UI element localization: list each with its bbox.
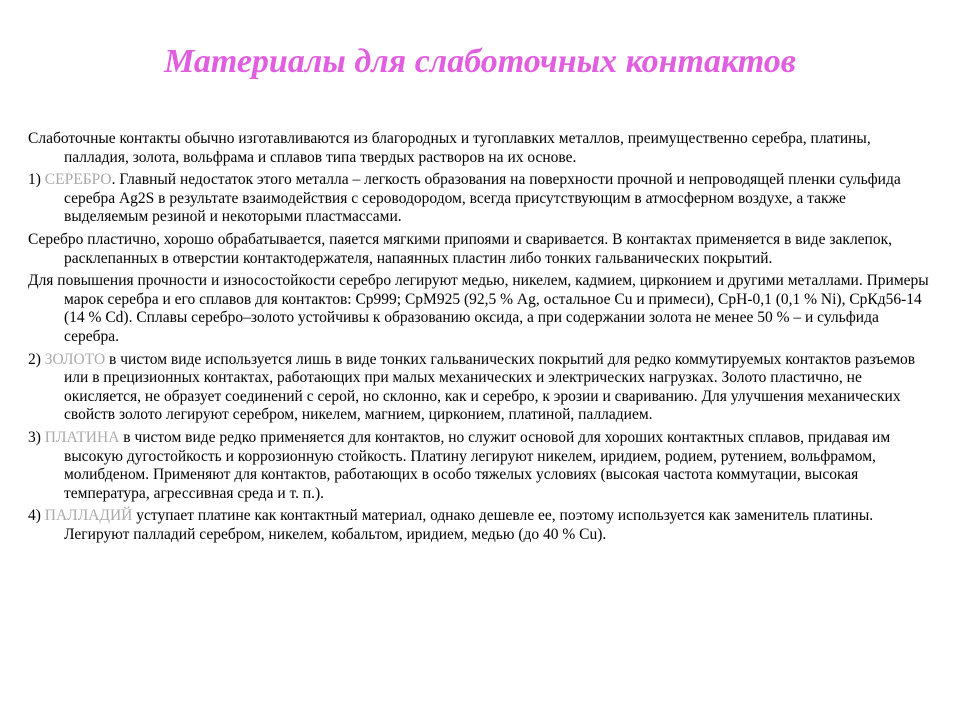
paragraph-text: Серебро пластично, хорошо обрабатывается, паяется мягкими припоями и сваривается. В контактах применяется в виде заклепок, расклепанных в отверстии контактодержателя, напаянных пластин либо тонких гальванических покрытий.	[28, 230, 893, 267]
paragraph-text: Слаботочные контакты обычно изготавливаются из благородных и тугоплавких металлов, преимущественно серебра, платины, палладия, золота, вольфрама и сплавов типа твердых растворов на их основе.	[28, 130, 871, 166]
list-number: 2)	[28, 350, 45, 368]
paragraph-silver-alloys	[28, 272, 933, 346]
list-number: 3)	[28, 428, 45, 446]
paragraph-palladium	[28, 507, 933, 544]
paragraph-gold	[28, 351, 933, 425]
paragraph-text: Для повышения прочности и износостойкости серебро легируют медью, никелем, кадмием, цирконием и другими металлами. Примеры марок серебра и его сплавов для контактов: Ср999; СрМ925 (92,5 % Ag, остальное Cu и примеси), СрН-0,1 (0,1 % Ni), СрКд56-14 (14 % Cd). Сплавы серебро–золото устойчивы к образованию оксида, а при содержании золота не менее 50 % – и сульфида серебра.	[28, 272, 929, 345]
paragraph-intro	[28, 130, 933, 167]
list-number: 1)	[28, 171, 45, 189]
paragraph-text: в чистом виде редко применяется для контактов, но служит основой для хороших контактных сплавов, придавая им высокую дугостойкость и коррозионную стойкость. Платину легируют никелем, иридием, родием, рутением, вольфрамом, молибденом. Применяют для контактов, работающих в особо тяжелых условиях (высокая частота коммутации, высокая температура, агрессивная среда и т. п.).	[64, 428, 891, 502]
metal-name-platinum: ПЛАТИНА	[44, 428, 120, 446]
paragraph-text: уступает платине как контактный материал, однако дешевле ее, поэтому используется как заменитель платины. Легируют палладий серебром, никелем, кобальтом, иридием, медью (до 40 % Cu).	[64, 507, 874, 543]
slide-body	[28, 130, 933, 548]
slide-title: Материалы для слаботочных контактов	[164, 43, 796, 80]
metal-name-silver: СЕРЕБРО	[44, 171, 112, 189]
paragraph-text: . Главный недостаток этого металла – легкость образования на поверхности прочной и непроводящей пленки сульфида серебра Ag2S в результате взаимодействия с сероводородом, всегда присутствующим в атмосферном воздухе, а также выделяемым резиной и некоторыми пластмассами.	[64, 171, 901, 226]
paragraph-silver	[28, 171, 933, 227]
paragraph-platinum	[28, 429, 933, 503]
metal-name-gold: ЗОЛОТО	[44, 350, 106, 368]
metal-name-palladium: ПАЛЛАДИЙ	[44, 507, 133, 525]
paragraph-text: в чистом виде используется лишь в виде тонких гальванических покрытий для редко коммутируемых контактов разъемов или в прецизионных контактах, работающих при малых механических и электрических нагрузках. Золото пластично, не окисляется, не образует соединений с серой, но склонно, как и серебро, к эрозии и свариванию. Для улучшения механических свойств золото легируют серебром, никелем, магнием, цирконием, платиной, палладием.	[64, 350, 916, 424]
list-number: 4)	[28, 507, 45, 525]
paragraph-silver-properties	[28, 231, 933, 268]
